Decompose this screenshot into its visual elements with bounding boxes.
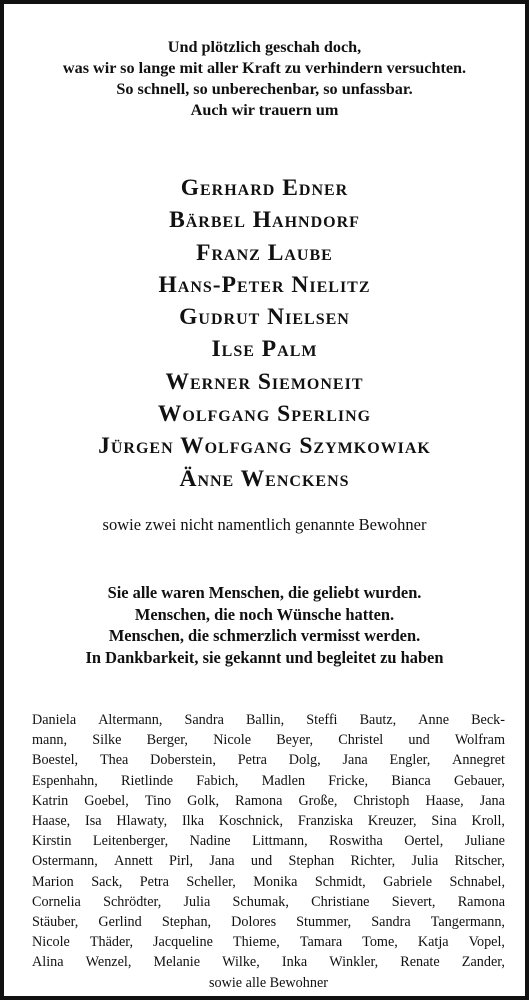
staff-word: Silke (92, 732, 122, 749)
staff-word: Pirl, (169, 853, 194, 870)
staff-word: Alina (32, 954, 64, 971)
staff-line (32, 811, 505, 831)
intro-line: So schnell, so unberechenbar, so unfassbar. (116, 80, 413, 98)
staff-word: Christel (338, 732, 384, 749)
staff-word: Sack, (91, 873, 123, 890)
staff-word: Isa (85, 813, 102, 830)
unnamed-residents-note: sowie zwei nicht namentlich genannte Bewohner (102, 515, 427, 534)
staff-line (32, 771, 505, 791)
verse-line: Menschen, die noch Wünsche hatten. (134, 604, 395, 624)
staff-word: Kirstin (32, 833, 72, 850)
staff-word: Ramona (457, 893, 505, 910)
staff-word: Altermann, (98, 712, 163, 728)
staff-word: Haase, (32, 813, 71, 830)
staff-word: Littmann, (252, 833, 308, 850)
deceased-name: Ilse Palm (211, 336, 318, 363)
staff-word: Zander, (461, 954, 505, 971)
staff-word: Sandra (184, 712, 224, 728)
staff-word: Rietlinde (121, 772, 174, 789)
staff-word: Boestel, (32, 752, 79, 769)
staff-word: Vopel, (468, 934, 505, 951)
staff-line (32, 912, 505, 932)
staff-word: Tangermann, (430, 914, 505, 931)
staff-word: Melanie (153, 954, 200, 971)
staff-word: Gebauer, (453, 772, 505, 789)
staff-word: Ostermann, (32, 853, 98, 870)
staff-word: Inka (281, 954, 308, 971)
staff-word: Wenzel, (85, 954, 132, 971)
staff-word: Sina (431, 813, 457, 830)
staff-word: Nadine (189, 833, 231, 850)
staff-word: Nicole (213, 732, 252, 749)
staff-word: Wolfram (454, 732, 505, 749)
staff-word: Koschnick, (218, 813, 284, 830)
mourners-staff-list (32, 710, 505, 993)
staff-word: Julia (183, 893, 211, 910)
staff-word: Doberstein, (150, 752, 216, 769)
deceased-name: Bärbel Hahndorf (169, 207, 360, 234)
verse-line: In Dankbarkeit, sie gekannt und begleitet zu haben (85, 647, 444, 667)
intro-line: Und plötzlich geschah doch, (167, 38, 362, 56)
staff-word: Kroll, (471, 813, 505, 830)
staff-word: Große, (298, 792, 338, 809)
staff-line (32, 872, 505, 892)
intro-line: Auch wir trauern um (190, 101, 339, 119)
staff-word: Schmidt, (314, 873, 366, 890)
staff-line (32, 791, 505, 811)
staff-word: Thieme, (232, 934, 280, 951)
staff-word: Katrin (32, 792, 69, 809)
staff-word: Renate (400, 954, 440, 971)
staff-line (32, 710, 505, 730)
staff-word: Katja (417, 934, 449, 951)
staff-word: Berger, (146, 732, 188, 749)
deceased-name: Jürgen Wolfgang Szymkowiak (98, 433, 431, 460)
staff-word: Tamara (299, 934, 343, 951)
staff-line (32, 892, 505, 912)
staff-word: Stummer, (296, 914, 352, 931)
staff-word: Daniela (32, 712, 77, 728)
staff-word: Schrödter, (103, 893, 162, 910)
staff-word: Espenhahn, (32, 772, 98, 789)
staff-word: Annegret (452, 752, 505, 769)
staff-word: Petra (237, 752, 267, 769)
staff-word: Schnabel, (449, 873, 505, 890)
staff-word: Leitenberger, (92, 833, 169, 850)
memorial-verse (14, 582, 515, 668)
staff-word: Jana (209, 853, 235, 870)
deceased-name: Gerhard Edner (180, 175, 349, 201)
staff-line (32, 851, 505, 871)
staff-word: Golk, (187, 792, 220, 809)
staff-word: Fricke, (328, 772, 369, 789)
staff-word: Annett (114, 853, 153, 870)
staff-word: Petra (139, 873, 169, 890)
intro-line: was wir so lange mit aller Kraft zu verhindern versuchten. (62, 59, 467, 77)
staff-word: Nicole (32, 934, 70, 951)
staff-word: Jacqueline (153, 934, 213, 951)
staff-word: Roswitha (329, 833, 383, 850)
staff-word: Cornelia (32, 893, 81, 910)
staff-word: Richter, (350, 853, 396, 870)
staff-word: Ramona (235, 792, 283, 809)
staff-word: Stephan (288, 853, 335, 870)
deceased-name: Änne Wenckens (179, 465, 350, 492)
staff-word: Winkler, (329, 954, 379, 971)
staff-word: Gabriele (383, 873, 432, 890)
staff-word: Tome, (362, 934, 398, 951)
staff-word: Steffi (306, 712, 338, 728)
deceased-name: Gudrut Nielsen (179, 304, 350, 331)
staff-word: Ritscher, (454, 853, 505, 870)
deceased-name: Werner Siemoneit (165, 368, 364, 395)
staff-line (32, 932, 505, 952)
staff-word: Ballin, (245, 712, 285, 728)
intro-text (24, 37, 505, 121)
staff-word: Kreuzer, (367, 813, 417, 830)
staff-word: Goebel, (84, 792, 129, 809)
staff-word: Christiane (311, 893, 370, 910)
staff-word: Beyer, (276, 732, 314, 749)
staff-word: Anne (418, 712, 449, 728)
staff-word: Franziska (297, 813, 354, 830)
staff-line (32, 952, 505, 972)
staff-word: Ilka (181, 813, 205, 830)
staff-line (32, 831, 505, 851)
staff-word: Sievert, (391, 893, 436, 910)
staff-word: Bianca (391, 772, 431, 789)
staff-word: Scheller, (186, 873, 236, 890)
staff-word: Bautz, (359, 712, 397, 728)
staff-word: Hlawaty, (116, 813, 168, 830)
staff-word: Sandra (371, 914, 411, 931)
staff-word: und (408, 732, 430, 749)
staff-word: Stephan, (161, 914, 212, 931)
staff-word: Engler, (389, 752, 431, 769)
staff-word: Marion (32, 873, 74, 890)
deceased-name: Hans-Peter Nielitz (158, 271, 371, 298)
staff-word: Julia (411, 853, 439, 870)
staff-word: und (250, 853, 273, 870)
staff-word: Monika (253, 873, 298, 890)
staff-word: Dolg, (288, 752, 321, 769)
staff-word: Christoph (353, 792, 410, 809)
staff-word: Oertel, (404, 833, 444, 850)
staff-word: Stäuber, (32, 914, 79, 931)
staff-word: Schumak, (232, 893, 289, 910)
staff-word: Tino (144, 792, 172, 809)
verse-line: Menschen, die schmerzlich vermisst werden. (108, 626, 421, 645)
staff-word: Fabich, (196, 772, 239, 789)
staff-word: Jana (342, 752, 368, 769)
staff-word: Thea (99, 752, 129, 769)
staff-word: Madlen (261, 772, 306, 789)
verse-line: Sie alle waren Menschen, die geliebt wurden. (107, 583, 422, 602)
staff-word: Dolores (231, 914, 277, 931)
deceased-name: Franz Laube (196, 239, 333, 266)
staff-word: Beck- (471, 712, 505, 728)
staff-word: Gerlind (98, 914, 142, 931)
deceased-names-list (14, 172, 515, 495)
staff-word: Wilke, (222, 954, 260, 971)
staff-word: Thäder, (89, 934, 133, 951)
staff-word: mann, (32, 732, 68, 749)
deceased-name: Wolfgang Sperling (157, 401, 372, 428)
staff-line (32, 750, 505, 770)
staff-word: Haase, (425, 792, 464, 809)
staff-word: Juliane (464, 833, 505, 850)
staff-word: Jana (479, 792, 505, 809)
staff-closing-line: sowie alle Bewohner (209, 974, 328, 991)
staff-line (32, 730, 505, 750)
